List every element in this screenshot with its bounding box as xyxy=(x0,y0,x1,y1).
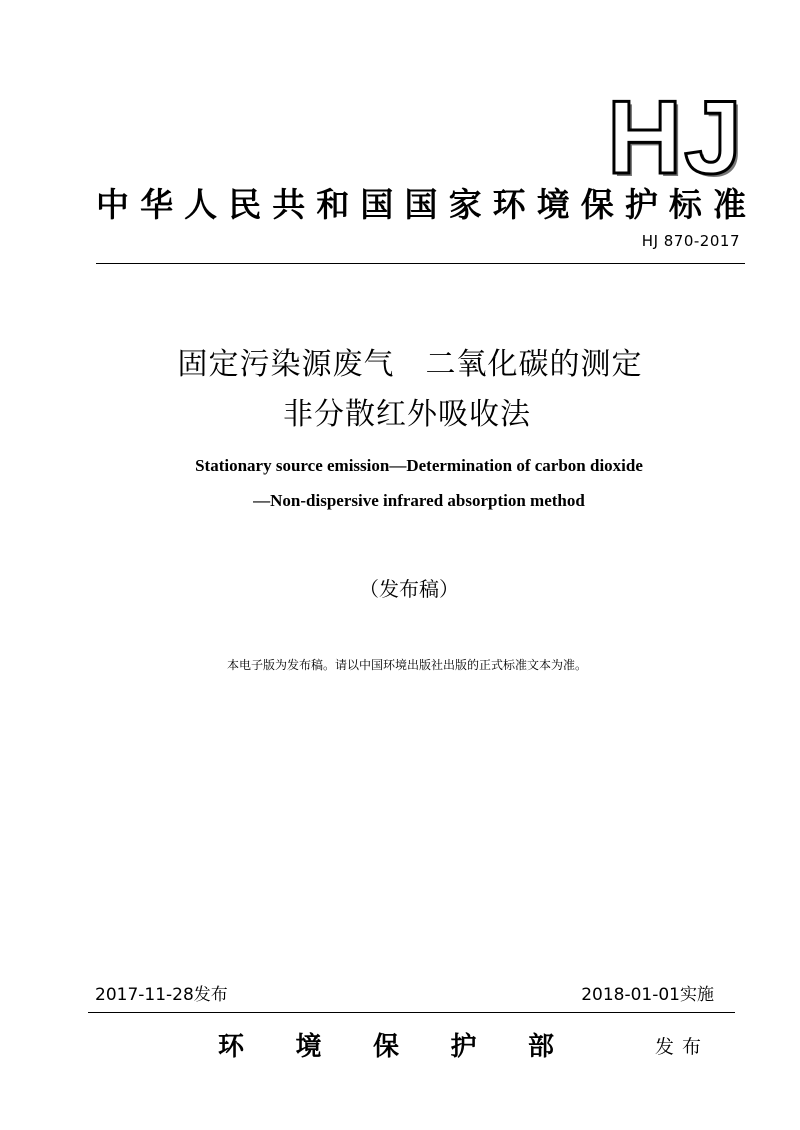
standard-number: HJ 870-2017 xyxy=(641,232,740,250)
document-title-cn-line2: 非分散红外吸收法 xyxy=(283,397,531,432)
document-title-en-line1: Stationary source emission—Determination of carbon dioxide xyxy=(195,456,643,475)
document-title-en-line2: —Non-dispersive infrared absorption method xyxy=(253,491,585,510)
document-title-cn-line1: 固定污染源废气 二氧化碳的测定 xyxy=(177,347,643,382)
header-divider xyxy=(96,263,745,264)
edition-notice: 本电子版为发布稿。请以中国环境出版社出版的正式标准文本为准。 xyxy=(226,658,587,672)
draft-status-label: （发布稿） xyxy=(359,577,459,601)
footer-divider xyxy=(88,1012,735,1013)
implementation-date: 2018-01-01实施 xyxy=(581,985,714,1005)
issuing-authority-title: 中华人民共和国国家环境保护标准 xyxy=(96,185,746,224)
hj-logo: HJ xyxy=(607,80,744,196)
issue-date: 2017-11-28发布 xyxy=(95,985,228,1005)
publisher-name: 环境保护部 xyxy=(218,1032,554,1062)
publish-label: 发布 xyxy=(655,1036,710,1058)
